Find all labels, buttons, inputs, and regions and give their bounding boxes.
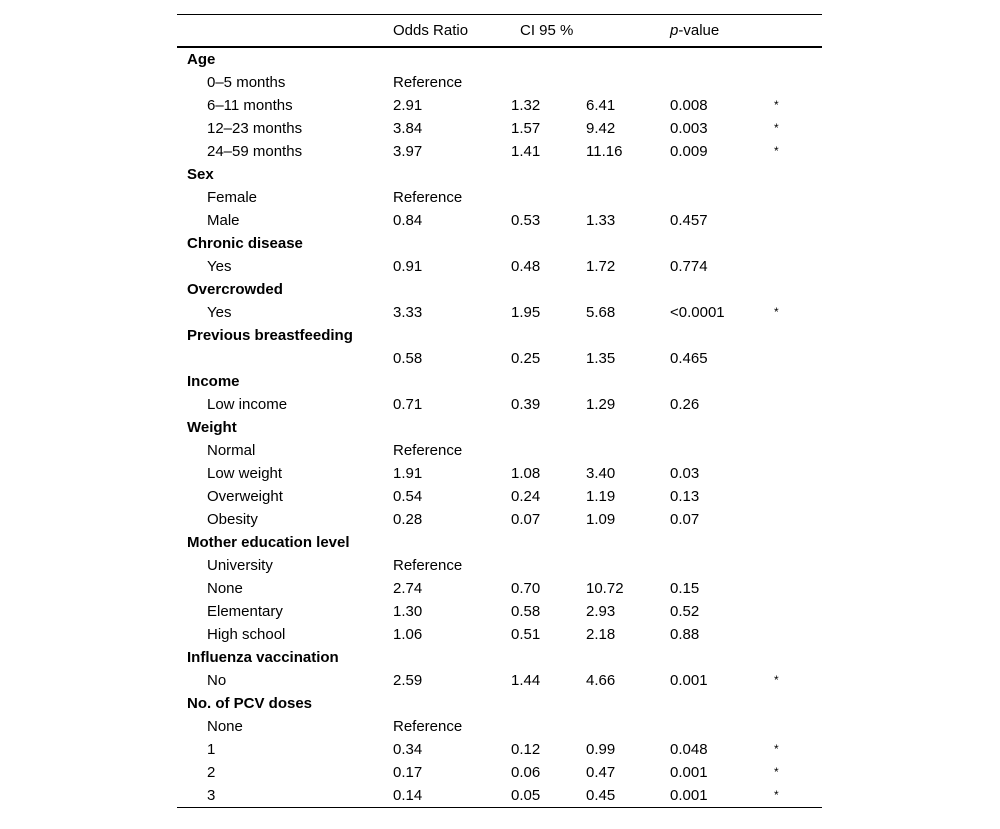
group-row [177,370,822,393]
odds-ratio-cell: 1.30 [393,603,423,620]
odds-ratio-cell [393,370,511,393]
ci-lower-cell: 0.06 [511,764,541,781]
significance-cell [774,600,822,623]
ci-upper-cell: 6.41 [586,97,616,114]
ci-upper-cell [586,278,670,301]
p-value-cell [670,232,774,255]
group-label: Influenza vaccination [187,649,339,666]
ci-lower-cell [511,186,586,209]
p-value-cell [670,554,774,577]
ci-upper-cell: 1.33 [586,212,616,229]
ci-lower-cell: 0.12 [511,741,541,758]
significance-cell [774,186,822,209]
p-value-cell [670,646,774,669]
table-row [177,186,822,209]
odds-ratio-cell [393,278,511,301]
significance-cell [774,209,822,232]
ci-upper-cell [586,232,670,255]
ci-lower-cell: 0.70 [511,580,541,597]
group-label: No. of PCV doses [187,695,313,712]
ci-upper-cell [586,163,670,186]
row-label: 3 [177,784,393,808]
row-label: No [207,672,227,689]
table-body [177,47,822,808]
significance-cell [774,232,822,255]
odds-ratio-cell: 0.58 [393,350,423,367]
odds-ratio-cell: Reference [393,74,463,91]
ci-upper-cell: 2.93 [586,603,616,620]
p-value-cell [670,439,774,462]
row-label: None [207,718,243,735]
odds-ratio-cell: 0.84 [393,212,423,229]
group-label: Mother education level [187,534,350,551]
row-label [177,347,393,370]
ci-upper-cell [586,439,670,462]
ci-lower-cell [511,370,586,393]
p-value-cell: 0.001 [670,672,708,689]
significance-cell [774,255,822,278]
table-row [177,255,822,278]
row-label: 6–11 months [207,97,293,114]
table-row [177,301,822,324]
ci-upper-cell: 1.72 [586,258,616,275]
p-value-cell [670,715,774,738]
p-value-cell [670,324,774,347]
significance-cell [774,508,822,531]
significance-cell [774,462,822,485]
group-row [177,232,822,255]
odds-ratio-cell [393,324,511,347]
ci-lower-cell [511,646,586,669]
ci-upper-cell [586,416,670,439]
table-row [177,554,822,577]
header-ci: CI 95 % [520,22,574,39]
significance-cell: * [774,305,779,319]
group-row [177,531,822,554]
ci-upper-cell [586,715,670,738]
p-value-cell [670,531,774,554]
odds-ratio-cell: Reference [393,189,463,206]
odds-ratio-cell: 2.91 [393,97,423,114]
significance-cell [774,531,822,554]
ci-upper-cell: 5.68 [586,304,616,321]
odds-ratio-cell: 3.97 [393,143,423,160]
ci-upper-cell [586,692,670,715]
significance-cell [774,439,822,462]
ci-upper-cell: 10.72 [586,580,624,597]
ci-lower-cell [511,531,586,554]
significance-cell [774,646,822,669]
group-label: Weight [187,419,237,436]
significance-cell [774,163,822,186]
ci-upper-cell: 3.40 [586,465,616,482]
row-label: Elementary [207,603,283,620]
header-p-value [670,15,774,48]
ci-lower-cell: 1.41 [511,143,541,160]
p-value-cell: 0.001 [670,764,708,781]
significance-cell [774,393,822,416]
odds-ratio-cell: 0.91 [393,258,423,275]
table-row [177,94,822,117]
p-value-cell: 0.774 [670,258,708,275]
odds-ratio-cell: 2.59 [393,672,423,689]
ci-lower-cell [511,47,586,71]
table-row [177,669,822,692]
ci-upper-cell [586,531,670,554]
significance-cell [774,278,822,301]
ci-upper-cell [586,370,670,393]
ci-upper-cell [586,71,670,94]
p-value-cell [670,416,774,439]
ci-upper-cell [586,324,670,347]
ci-lower-cell: 0.58 [511,603,541,620]
p-value-cell [670,71,774,94]
group-label: Age [187,51,216,68]
significance-cell [774,71,822,94]
ci-lower-cell: 0.53 [511,212,541,229]
header-p-prefix: p [670,22,679,39]
p-value-cell: 0.15 [670,580,700,597]
ci-upper-cell: 2.18 [586,626,616,643]
row-label: Obesity [207,511,258,528]
odds-ratio-table [177,14,822,808]
significance-cell [774,485,822,508]
table-row [177,485,822,508]
p-value-cell [670,163,774,186]
ci-lower-cell [511,439,586,462]
row-label: 1 [207,741,216,758]
ci-lower-cell: 0.05 [511,784,586,808]
significance-cell [774,370,822,393]
header-p-suffix: -value [678,22,720,39]
p-value-cell: <0.0001 [670,304,725,321]
significance-cell: * [774,784,822,808]
ci-lower-cell [511,163,586,186]
p-value-cell [670,47,774,71]
ci-upper-cell: 1.29 [586,396,616,413]
row-label: Yes [207,304,232,321]
significance-cell [774,347,822,370]
odds-ratio-cell: 2.74 [393,580,423,597]
ci-upper-cell: 9.42 [586,120,616,137]
significance-cell [774,47,822,71]
table-row [177,117,822,140]
table-row [177,462,822,485]
table-row [177,347,822,370]
table-row [177,508,822,531]
odds-ratio-cell: 1.91 [393,465,423,482]
ci-lower-cell: 0.51 [511,626,541,643]
p-value-cell: 0.457 [670,212,708,229]
ci-upper-cell: 0.47 [586,764,616,781]
ci-lower-cell [511,715,586,738]
p-value-cell: 0.88 [670,626,700,643]
ci-lower-cell: 0.25 [511,350,541,367]
significance-cell [774,324,822,347]
ci-upper-cell: 1.35 [586,350,616,367]
header-label [177,15,393,48]
ci-lower-cell: 1.57 [511,120,541,137]
p-value-cell [670,278,774,301]
significance-cell: * [774,742,779,756]
group-row [177,163,822,186]
p-value-cell [670,370,774,393]
ci-lower-cell [511,71,586,94]
ci-lower-cell: 1.08 [511,465,541,482]
odds-ratio-cell: 1.06 [393,626,423,643]
odds-ratio-cell [393,416,511,439]
odds-ratio-cell: 0.34 [393,741,423,758]
significance-cell: * [774,144,779,158]
odds-ratio-cell: Reference [393,557,463,574]
ci-upper-cell: 0.99 [586,741,616,758]
odds-ratio-cell [393,232,511,255]
significance-cell: * [774,673,779,687]
ci-lower-cell: 1.44 [511,672,541,689]
p-value-cell: 0.07 [670,511,700,528]
row-label: 2 [207,764,216,781]
table-row [177,715,822,738]
significance-cell [774,692,822,715]
ci-lower-cell: 1.95 [511,304,541,321]
p-value-cell: 0.001 [670,784,774,808]
p-value-cell: 0.048 [670,741,708,758]
ci-upper-cell: 1.19 [586,488,616,505]
table-row [177,623,822,646]
group-label: Overcrowded [187,281,283,298]
row-label: Yes [207,258,232,275]
ci-upper-cell [586,554,670,577]
row-label: None [207,580,243,597]
table-row [177,738,822,761]
group-row [177,278,822,301]
p-value-cell: 0.03 [670,465,700,482]
table-row [177,577,822,600]
row-label: University [207,557,273,574]
odds-ratio-cell: 0.17 [393,764,423,781]
odds-ratio-cell [393,692,511,715]
p-value-cell: 0.003 [670,120,708,137]
odds-ratio-cell [393,47,511,71]
significance-cell: * [774,98,779,112]
odds-ratio-cell: 3.84 [393,120,423,137]
table-row [177,393,822,416]
ci-upper-cell: 1.09 [586,511,616,528]
p-value-cell: 0.26 [670,396,700,413]
odds-ratio-cell: 0.14 [393,784,511,808]
p-value-cell: 0.465 [670,350,708,367]
ci-lower-cell [511,692,586,715]
table-row [177,71,822,94]
ci-lower-cell: 0.48 [511,258,541,275]
odds-ratio-cell: 3.33 [393,304,423,321]
p-value-cell: 0.008 [670,97,708,114]
group-row [177,416,822,439]
significance-cell [774,715,822,738]
group-row [177,692,822,715]
significance-cell [774,623,822,646]
ci-upper-cell [586,186,670,209]
significance-cell [774,577,822,600]
ci-lower-cell [511,324,586,347]
ci-upper-cell: 11.16 [586,143,623,160]
row-label: Male [207,212,240,229]
ci-lower-cell [511,232,586,255]
table-header [177,15,822,48]
odds-ratio-cell [393,646,511,669]
row-label: Female [207,189,258,206]
p-value-cell [670,692,774,715]
row-label: Overweight [207,488,283,505]
ci-upper-cell [586,47,670,71]
row-label: 12–23 months [207,120,303,137]
significance-cell: * [774,121,779,135]
p-value-cell: 0.52 [670,603,700,620]
row-label: 0–5 months [207,74,286,91]
row-label: Low income [207,396,288,413]
p-value-cell: 0.13 [670,488,700,505]
odds-ratio-cell: Reference [393,442,463,459]
group-row [177,324,822,347]
significance-cell [774,554,822,577]
ci-lower-cell [511,416,586,439]
row-label: Normal [207,442,256,459]
odds-ratio-cell: 0.28 [393,511,423,528]
ci-lower-cell: 0.39 [511,396,541,413]
table-row [177,600,822,623]
row-label: High school [207,626,286,643]
group-label: Sex [187,166,214,183]
row-label: Low weight [207,465,283,482]
table-row [177,209,822,232]
odds-ratio-cell: 0.71 [393,396,423,413]
p-value-cell [670,186,774,209]
table-row [177,784,822,808]
ci-lower-cell: 0.24 [511,488,541,505]
group-label: Income [187,373,240,390]
header-row [177,15,822,48]
group-label: Chronic disease [187,235,303,252]
group-label: Previous breastfeeding [187,327,353,344]
odds-ratio-cell [393,163,511,186]
p-value-cell: 0.009 [670,143,708,160]
odds-ratio-cell [393,531,511,554]
significance-cell [774,416,822,439]
odds-ratio-table-container [177,14,822,808]
significance-cell: * [774,765,779,779]
group-row [177,646,822,669]
header-odds-ratio: Odds Ratio [393,22,469,39]
table-row [177,761,822,784]
ci-lower-cell: 1.32 [511,97,541,114]
ci-upper-cell [586,646,670,669]
header-significance [774,15,822,48]
table-row [177,439,822,462]
ci-lower-cell [511,554,586,577]
ci-upper-cell: 4.66 [586,672,616,689]
row-label: 24–59 months [207,143,303,160]
group-row [177,47,822,71]
ci-lower-cell [511,278,586,301]
ci-upper-cell: 0.45 [586,784,670,808]
ci-lower-cell: 0.07 [511,511,541,528]
odds-ratio-cell: Reference [393,718,463,735]
table-row [177,140,822,163]
odds-ratio-cell: 0.54 [393,488,423,505]
